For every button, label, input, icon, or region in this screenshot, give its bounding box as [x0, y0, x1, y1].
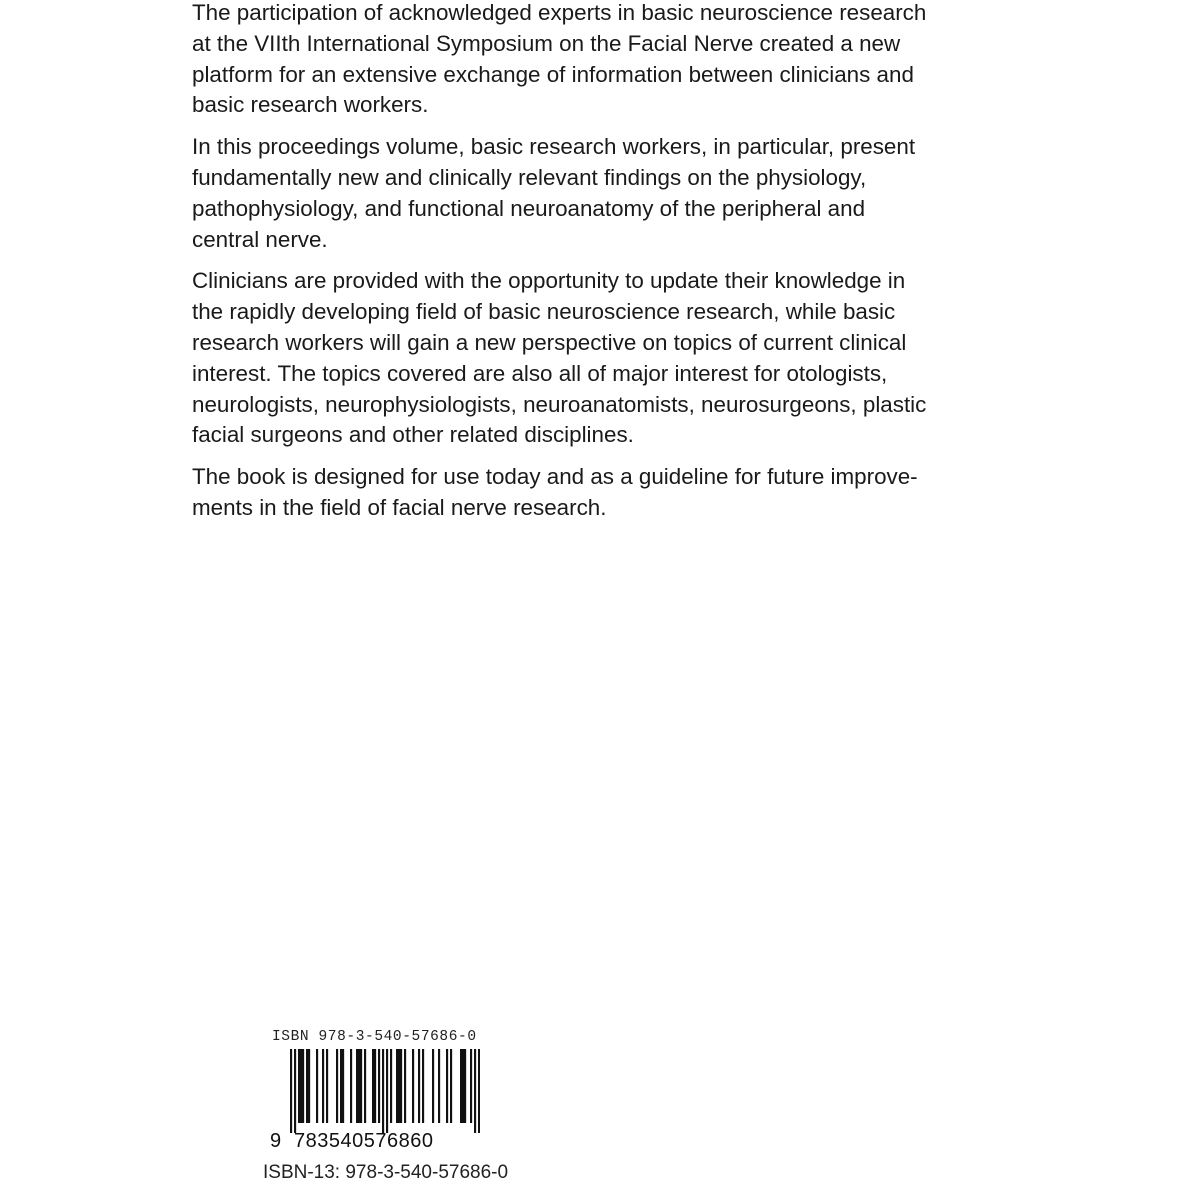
barcode-bar: [294, 1049, 296, 1133]
isbn-13-line: ISBN-13: 978-3-540-57686-0: [263, 1162, 509, 1183]
barcode-bar: [460, 1049, 462, 1123]
barcode-bar: [372, 1049, 374, 1123]
barcode-bar: [422, 1049, 424, 1123]
barcode-bar: [336, 1049, 338, 1123]
barcode-bar: [342, 1049, 344, 1123]
barcode-bar: [474, 1049, 476, 1133]
barcode-bar: [446, 1049, 448, 1123]
barcode-bar: [378, 1049, 380, 1123]
barcode-bar: [356, 1049, 358, 1123]
barcode-bar: [340, 1049, 342, 1123]
barcode-digit-string: 783540576860: [294, 1130, 434, 1152]
barcode-bar: [396, 1049, 398, 1123]
barcode-lead-digit: 9: [270, 1130, 282, 1152]
barcode-bar: [450, 1049, 452, 1123]
blurb-paragraph-1: The participation of acknowledged experts in basic neuroscience research at the VIIth International Symposium on the Facial Nerve created a new platform for an extensive exchange of information between clinicians and basic research workers.: [192, 0, 927, 118]
barcode-bar: [364, 1049, 366, 1123]
blurb-paragraph-2: In this proceedings volume, basic research workers, in particular, present fundamentally new and clinically relevant findings on the physiology, pathophysiology, and functional neuroanatomy of the peripheral and central nerve.: [192, 134, 916, 252]
barcode-bar: [358, 1049, 360, 1123]
barcode-bar: [412, 1049, 414, 1123]
barcode-bar: [478, 1049, 480, 1133]
barcode-bar: [404, 1049, 406, 1123]
barcode-bar: [308, 1049, 310, 1123]
barcode-bar: [386, 1049, 388, 1133]
barcode-bar: [290, 1049, 292, 1133]
barcode-bars: [290, 1049, 480, 1133]
barcode-bar: [298, 1049, 300, 1123]
back-cover-blurb: [192, 0, 1012, 535]
barcode-bar: [464, 1049, 466, 1123]
barcode-bar: [390, 1049, 392, 1123]
barcode-bar: [438, 1049, 440, 1123]
barcode-bar: [306, 1049, 308, 1123]
barcode-bar: [470, 1049, 472, 1123]
barcode-bar: [316, 1049, 318, 1123]
barcode-digits: [270, 1130, 433, 1153]
barcode-bar: [360, 1049, 362, 1123]
blurb-paragraph-4: The book is designed for use today and as a guideline for future improve- ments in the field of facial nerve research.: [192, 464, 918, 520]
barcode-bar: [418, 1049, 420, 1123]
barcode-bar: [462, 1049, 464, 1123]
barcode-bar: [398, 1049, 400, 1123]
barcode-bar: [350, 1049, 352, 1123]
barcode-bar: [382, 1049, 384, 1133]
barcode-bar: [302, 1049, 304, 1123]
barcode-bar: [374, 1049, 376, 1123]
barcode-bar: [322, 1049, 324, 1123]
barcode-bar: [326, 1049, 328, 1123]
blurb-paragraph-3: Clinicians are provided with the opportunity to update their knowledge in the rapidly developing field of basic neuroscience research, while basic research workers will gain a new perspective on topics of current clinical interest. The topics covered are also all of major interest for otologists, neurologists, neurophysiologists, neuroanatomists, neurosurgeons, plastic facial surgeons and other related disciplines.: [192, 268, 927, 448]
barcode-bar: [400, 1049, 402, 1123]
barcode-isbn-label: ISBN 978-3-540-57686-0: [272, 1029, 477, 1045]
barcode-bar: [300, 1049, 302, 1123]
barcode-bar: [432, 1049, 434, 1123]
